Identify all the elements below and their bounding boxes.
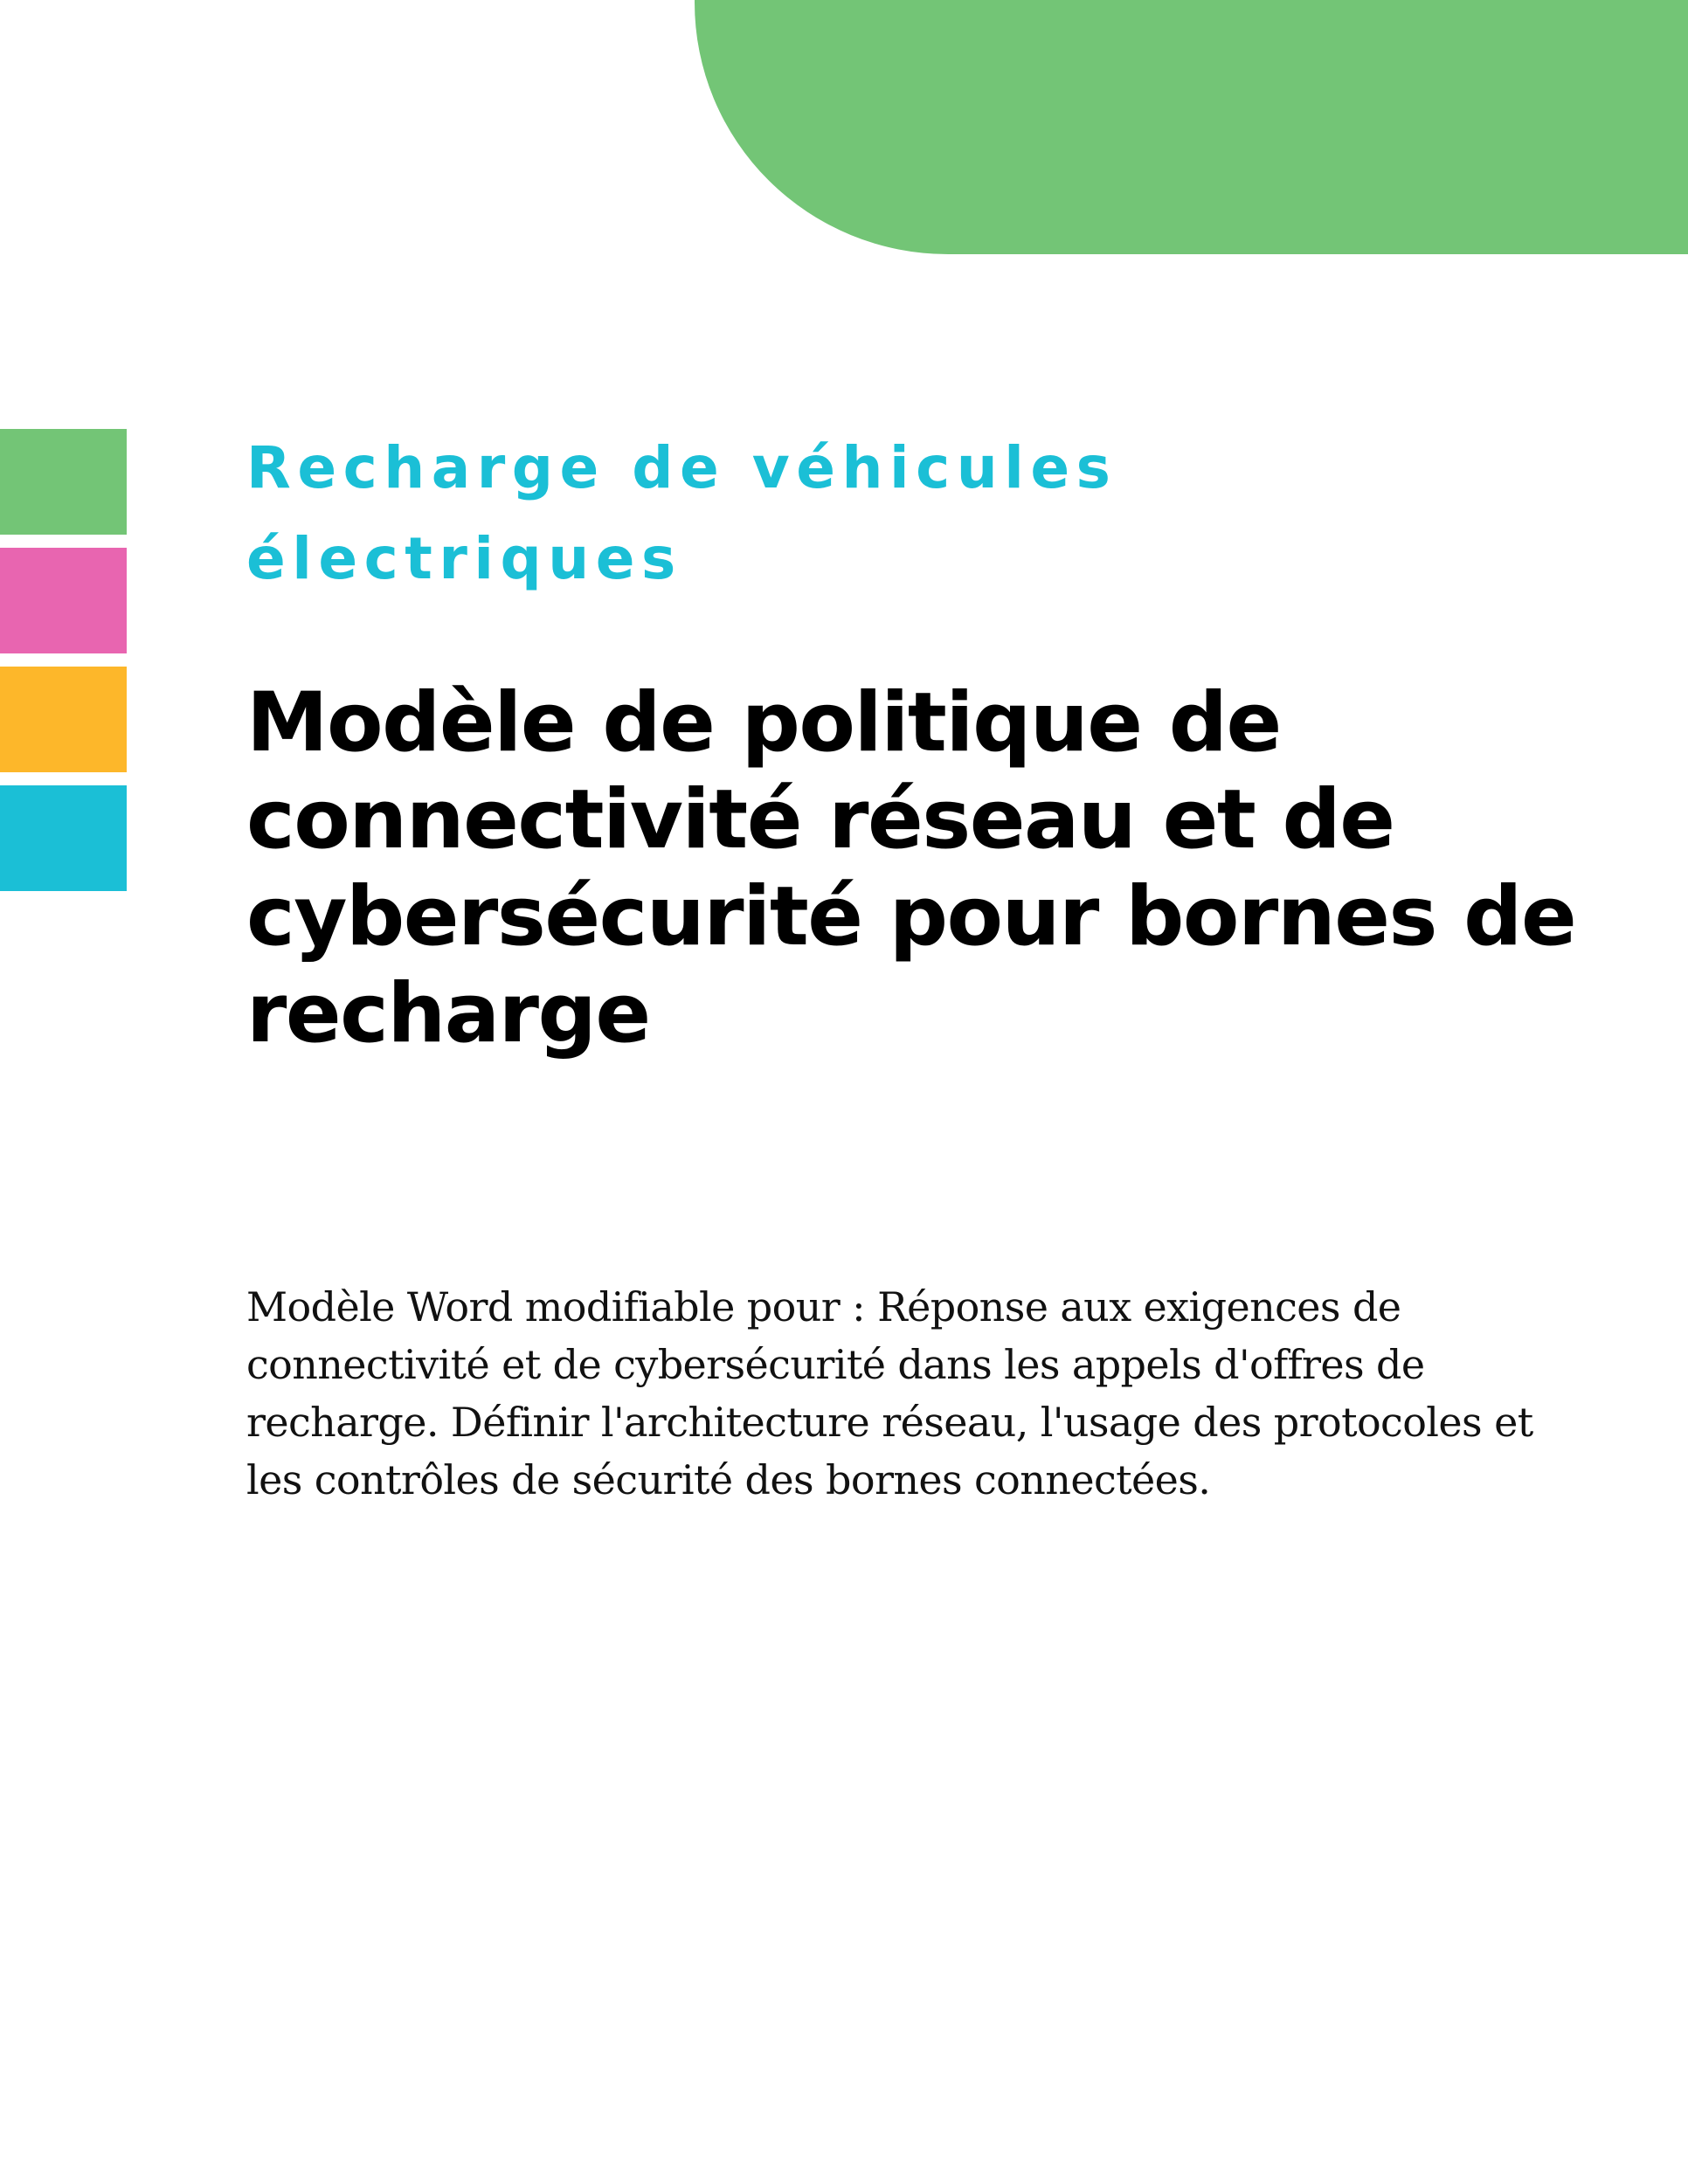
cyan-color-block xyxy=(0,785,127,891)
cover-description: Modèle Word modifiable pour : Réponse aux exigences de connectivité et de cybersécurité dans les appels d'offres de recharge. Définir l'architecture réseau, l'usage des protocoles et les contrôles de sécurité des bornes connectées. xyxy=(246,1283,1533,1503)
green-color-block xyxy=(0,429,127,535)
yellow-color-block xyxy=(0,667,127,772)
cover-subtitle: Recharge de véhicules électriques xyxy=(246,434,1117,592)
pink-color-block xyxy=(0,548,127,653)
decorative-corner-shape xyxy=(695,0,1688,254)
cover-title: Modèle de politique de connectivité réseau et de cybersécurité pour bornes de recharge xyxy=(246,675,1576,1061)
